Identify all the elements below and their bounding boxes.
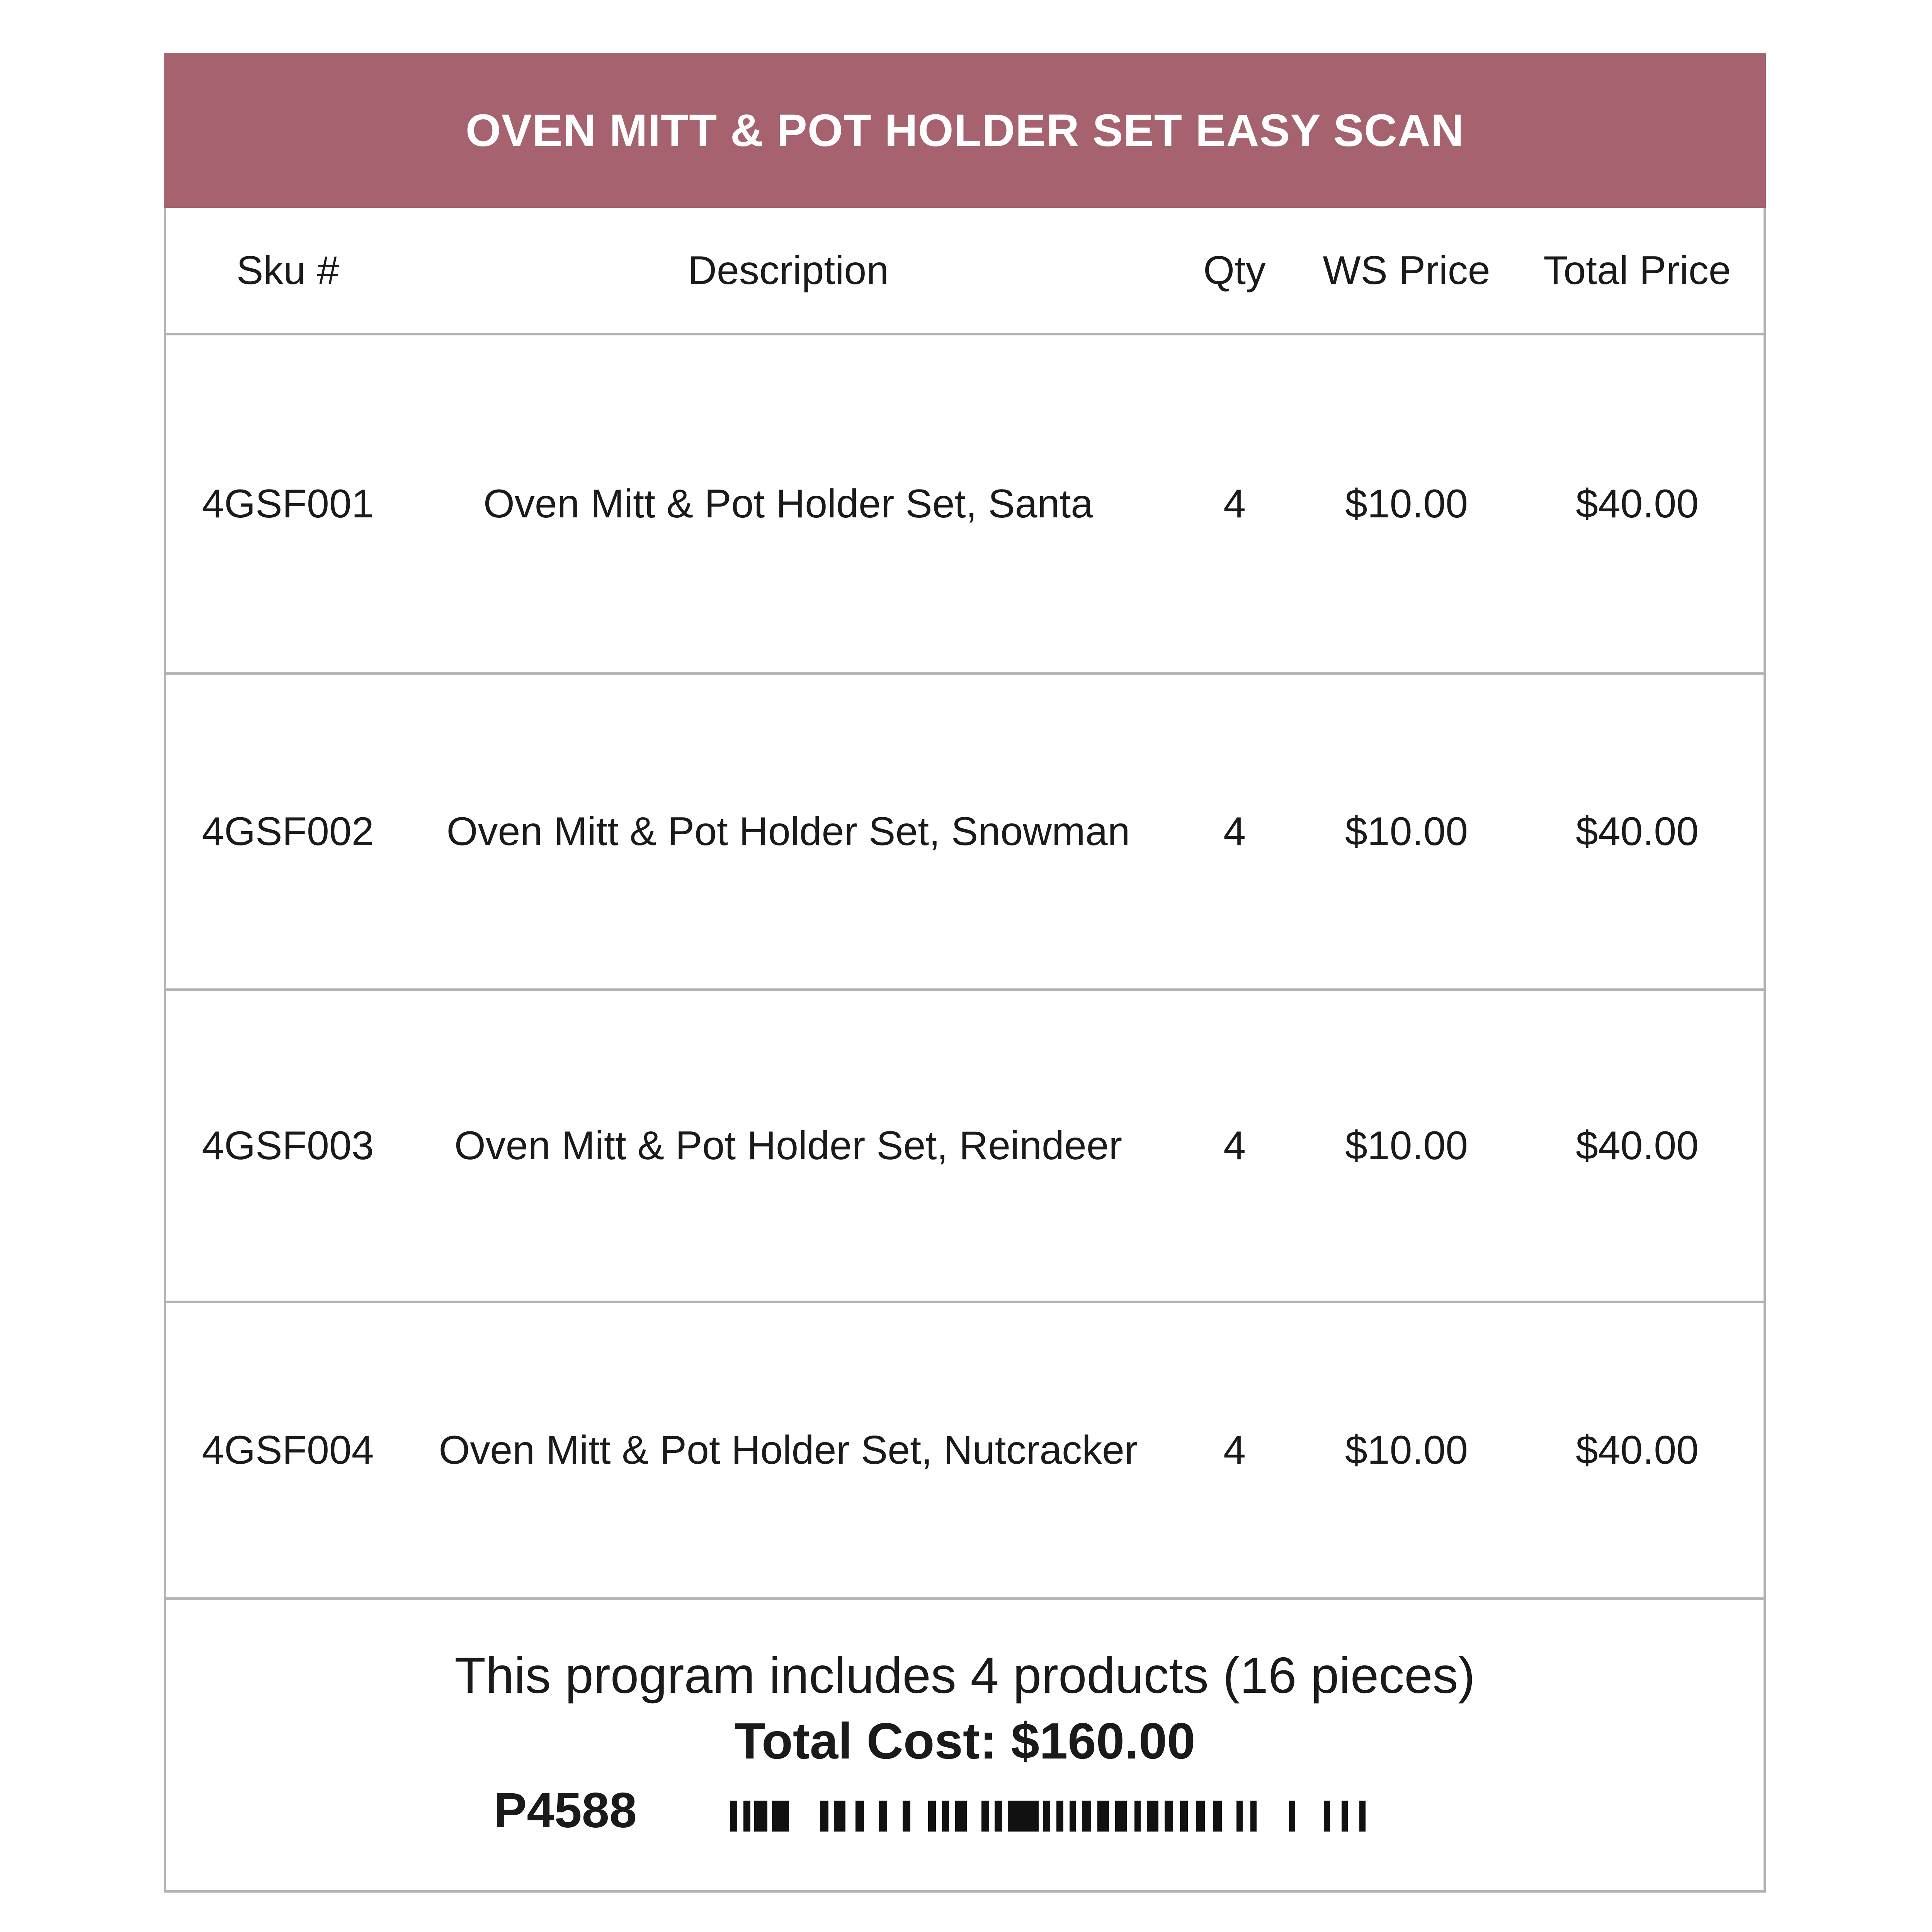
header-ws-price: WS Price	[1323, 248, 1490, 293]
row-sku: 4GSF003	[202, 1123, 374, 1168]
row-sku: 4GSF004	[202, 1427, 374, 1473]
total-cost: Total Cost: $160.00	[734, 1713, 1196, 1769]
banner-title: OVEN MITT & POT HOLDER SET EASY SCAN	[465, 105, 1464, 156]
row-total-price: $40.00	[1575, 809, 1699, 854]
product-table	[166, 208, 1764, 1600]
program-footer	[166, 1596, 1764, 1890]
header-description: Description	[687, 248, 889, 293]
easy-scan-sheet	[164, 53, 1766, 1893]
row-ws-price: $10.00	[1345, 809, 1468, 854]
table-header-row	[166, 208, 1764, 335]
row-sku: 4GSF001	[202, 481, 374, 526]
row-description: Oven Mitt & Pot Holder Set, Nutcracker	[439, 1427, 1138, 1473]
header-total-price: Total Price	[1543, 248, 1731, 293]
row-total-price: $40.00	[1575, 481, 1699, 526]
header-qty: Qty	[1203, 248, 1266, 293]
row-qty: 4	[1223, 481, 1246, 526]
program-summary: This program includes 4 products (16 pieces)	[454, 1647, 1475, 1704]
row-total-price: $40.00	[1575, 1123, 1699, 1168]
table-row	[166, 675, 1764, 991]
row-total-price: $40.00	[1575, 1427, 1699, 1473]
row-ws-price: $10.00	[1345, 1123, 1468, 1168]
table-row	[166, 335, 1764, 675]
row-qty: 4	[1223, 809, 1246, 854]
row-qty: 4	[1223, 1123, 1246, 1168]
row-description: Oven Mitt & Pot Holder Set, Santa	[483, 481, 1094, 526]
program-code: P4588	[494, 1783, 637, 1838]
row-sku: 4GSF002	[202, 809, 374, 854]
row-qty: 4	[1223, 1427, 1246, 1473]
header-sku: Sku #	[236, 248, 339, 293]
row-ws-price: $10.00	[1345, 481, 1468, 526]
row-ws-price: $10.00	[1345, 1427, 1468, 1473]
row-description: Oven Mitt & Pot Holder Set, Reindeer	[454, 1123, 1122, 1168]
row-description: Oven Mitt & Pot Holder Set, Snowman	[446, 809, 1130, 854]
table-row	[166, 991, 1764, 1303]
barcode-icon	[730, 1801, 1387, 1832]
table-row	[166, 1303, 1764, 1600]
title-banner	[164, 53, 1766, 208]
